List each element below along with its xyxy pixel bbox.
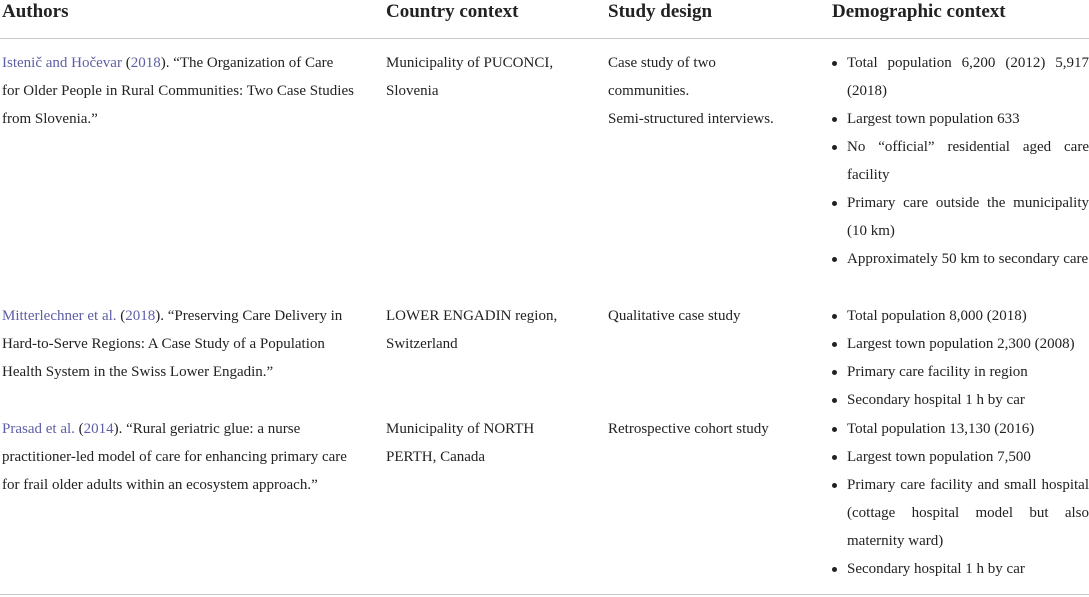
bullet-icon	[832, 314, 837, 319]
bullet-icon	[832, 342, 837, 347]
author-citation: Istenič and Hočevar (2018). “The Organization of Care for Older People in Rural Communities: Two Case Studies from Slovenia.”	[2, 55, 354, 127]
author-citation: Mitterlechner et al. (2018). “Preserving Care Delivery in Hard-to-Serve Regions: A Case Study of a Population Health System in the Swiss Lower Engadin.”	[2, 308, 343, 380]
study-design	[608, 415, 808, 443]
design-line: Retrospective cohort study	[608, 421, 769, 437]
study-design	[608, 302, 808, 330]
demographic-list	[832, 302, 1089, 414]
list-item	[832, 330, 1089, 358]
author-link[interactable]: Prasad et al.	[2, 421, 75, 437]
study-title: ). “Preserving Care Delivery in Hard-to-Serve Regions: A Case Study of a Population Health System in the Swiss Lower Engadin.”	[2, 308, 343, 380]
list-item-text: Secondary hospital 1 h by car	[847, 561, 1025, 577]
header-study-design: Study design	[608, 1, 713, 22]
list-item	[832, 386, 1089, 414]
study-title: ). “Rural geriatric glue: a nurse practitioner-led model of care for enhancing primary care for frail older adults within an ecosystem approach.”	[2, 421, 347, 493]
bullet-icon	[832, 145, 837, 150]
author-citation: Prasad et al. (2014). “Rural geriatric glue: a nurse practitioner-led model of care for enhancing primary care for frail older adults within an ecosystem approach.”	[2, 421, 347, 493]
demographic-context	[832, 49, 1089, 273]
list-item	[832, 555, 1089, 583]
list-item-text: Secondary hospital 1 h by car	[847, 392, 1025, 408]
header-country-context: Country context	[386, 1, 519, 22]
author-link[interactable]: Istenič and Hočevar	[2, 55, 122, 71]
country-line: Municipality of NORTH	[386, 421, 535, 437]
table-header-row	[0, 0, 1089, 39]
author-link[interactable]: Mitterlechner et al.	[2, 308, 117, 324]
design-line: Semi-structured interviews.	[608, 111, 774, 127]
study-design	[608, 49, 808, 133]
year-link[interactable]: 2018	[125, 308, 156, 324]
bullet-icon	[832, 455, 837, 460]
bullet-icon	[832, 61, 837, 66]
list-item-text: Approximately 50 km to secondary care	[847, 251, 1089, 267]
list-item-text: Primary care facility in region	[847, 364, 1028, 380]
design-line: Case study of two	[608, 55, 716, 71]
country-context	[386, 302, 566, 358]
list-item	[832, 443, 1089, 471]
demographic-list	[832, 49, 1089, 273]
bullet-icon	[832, 483, 837, 488]
list-item-text: Primary care outside the municipality (10 km)	[847, 195, 1089, 239]
list-item-text: Largest town population 2,300 (2008)	[847, 336, 1075, 352]
list-item	[832, 245, 1089, 273]
country-line: Switzerland	[386, 336, 458, 352]
country-line: Slovenia	[386, 83, 439, 99]
year-link[interactable]: 2014	[83, 421, 114, 437]
list-item	[832, 133, 1089, 189]
country-line: LOWER ENGADIN region,	[386, 308, 558, 324]
year-link[interactable]: 2018	[130, 55, 161, 71]
list-item-text: Largest town population 633	[847, 111, 1020, 127]
header-demographic-context: Demographic context	[832, 1, 1006, 22]
bullet-icon	[832, 370, 837, 375]
country-context	[386, 49, 566, 105]
study-title: ). “The Organization of Care for Older People in Rural Communities: Two Case Studies from Slovenia.”	[2, 55, 354, 127]
list-item-text: No “official” residential aged care facility	[847, 139, 1089, 183]
table-bottom-rule	[0, 594, 1089, 595]
bullet-icon	[832, 398, 837, 403]
country-context	[386, 415, 566, 471]
bullet-icon	[832, 117, 837, 122]
demographic-context	[832, 302, 1089, 414]
list-item-text: Total population 8,000 (2018)	[847, 308, 1027, 324]
list-item-text: Total population 6,200 (2012) 5,917 (2018)	[847, 55, 1089, 99]
bullet-icon	[832, 427, 837, 432]
list-item-text: Largest town population 7,500	[847, 449, 1031, 465]
list-item	[832, 358, 1089, 386]
list-item	[832, 105, 1089, 133]
design-line: communities.	[608, 83, 690, 99]
demographic-context	[832, 415, 1089, 583]
list-item	[832, 415, 1089, 443]
bullet-icon	[832, 567, 837, 572]
list-item	[832, 49, 1089, 105]
header-authors: Authors	[2, 1, 69, 22]
demographic-list	[832, 415, 1089, 583]
list-item-text: Primary care facility and small hospital (cottage hospital model but also maternity ward)	[847, 477, 1089, 549]
design-line: Qualitative case study	[608, 308, 741, 324]
country-line: PERTH, Canada	[386, 449, 486, 465]
bullet-icon	[832, 201, 837, 206]
list-item	[832, 189, 1089, 245]
list-item-text: Total population 13,130 (2016)	[847, 421, 1035, 437]
list-item	[832, 302, 1089, 330]
list-item	[832, 471, 1089, 555]
bullet-icon	[832, 257, 837, 262]
country-line: Municipality of PUCONCI,	[386, 55, 554, 71]
